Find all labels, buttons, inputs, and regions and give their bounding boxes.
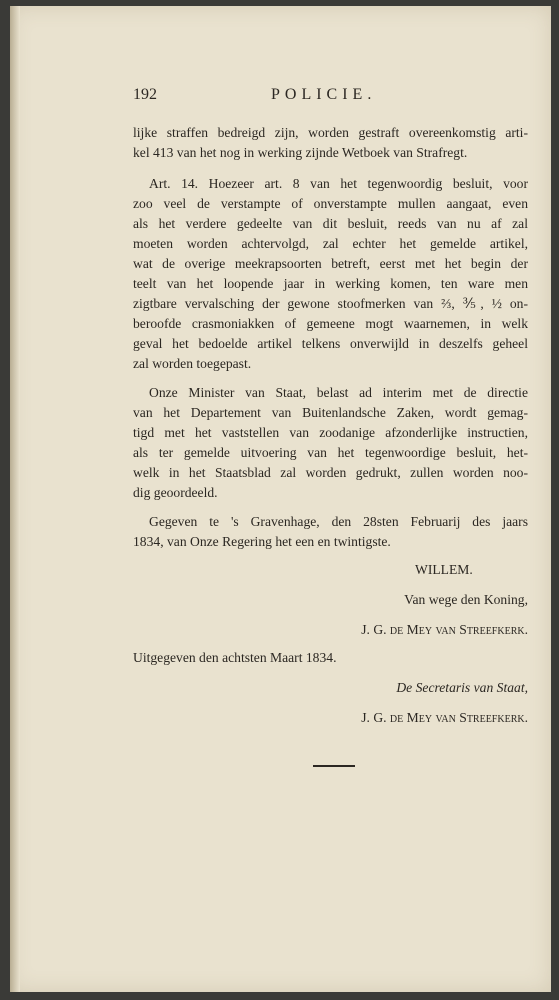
text-line: dig geoordeeld. — [133, 485, 218, 500]
text-line: van het Departement van Buitenlandsche Zaken, wordt gemag- — [133, 405, 528, 420]
text-line: Onze Minister van Staat, belast ad interim met de directie — [149, 385, 528, 400]
text-line: als het verdere gedeelte van dit besluit, reeds van nu af zal — [133, 216, 528, 231]
running-title: POLICIE. — [271, 86, 377, 103]
secretary-name: J. G. de Mey van Streefkerk. — [361, 710, 528, 725]
text-line: beroofde crasmoniakken of gemeene mogt waarnemen, in welk — [133, 316, 528, 331]
text-line: zal worden toegepast. — [133, 356, 252, 371]
text-line: zigtbare vervalsching der gewone stoofmerken van ⅔, ⅗, ½ on- — [133, 296, 528, 311]
page-header — [133, 86, 528, 108]
end-rule — [313, 765, 355, 767]
text-line: zoo veel de verstampte of onverstampte mullen aangaat, even — [133, 196, 528, 211]
text-line: als ter gemelde uitvoering van het tegenwoordige besluit, het- — [133, 445, 528, 460]
text-line: 1834, van Onze Regering het een en twintigste. — [133, 534, 391, 549]
text-line: Art. 14. Hoezeer art. 8 van het tegenwoordig besluit, voor — [149, 176, 528, 191]
countersign-line: Van wege den Koning, — [404, 592, 528, 607]
secretary-title: De Secretaris van Staat, — [396, 680, 528, 695]
text-line: lijke straffen bedreigd zijn, worden gestraft overeenkomstig arti- — [133, 125, 528, 140]
text-line: kel 413 van het nog in werking zijnde Wetboek van Strafregt. — [133, 145, 468, 160]
text-line: welk in het Staatsblad zal worden gedrukt, zullen worden noo- — [133, 465, 528, 480]
text-line: teelt van het loopende jaar in werking komen, ten ware men — [133, 276, 528, 291]
page-spine-shadow — [10, 6, 20, 992]
text-line: wat de overige meekrapsoorten betreft, eerst met het begin der — [133, 256, 528, 271]
text-line: tigd met het vaststellen van zoodanige afzonderlijke instructien, — [133, 425, 528, 440]
text-line: Gegeven te 's Gravenhage, den 28sten Februarij des jaars — [149, 514, 528, 529]
text-line: geval het bedoelde artikel telkens onverwijld in deszelfs geheel — [133, 336, 528, 351]
signature-willem: WILLEM. — [415, 562, 473, 577]
page-number: 192 — [133, 86, 157, 103]
signatory-name: J. G. de Mey van Streefkerk. — [361, 622, 528, 637]
publication-line: Uitgegeven den achtsten Maart 1834. — [133, 650, 337, 665]
text-line: moeten worden achtervolgd, zal echter het gemelde artikel, — [133, 236, 528, 251]
